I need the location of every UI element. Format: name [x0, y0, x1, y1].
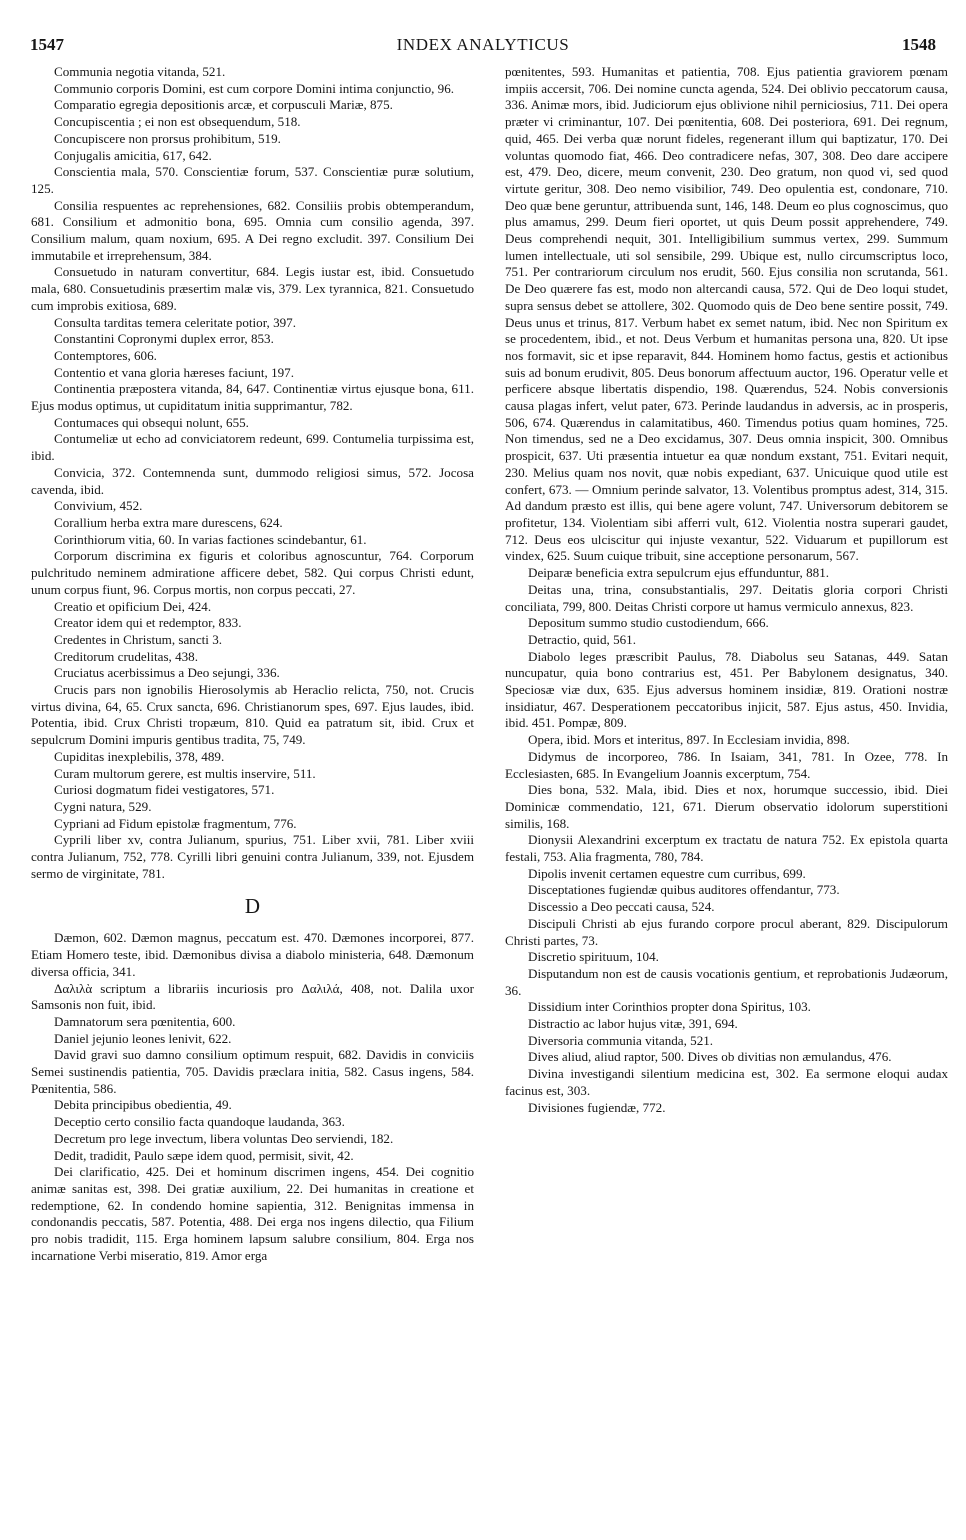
- index-entry: Dei clarificatio, 425. Dei et hominum discrimen ingens, 454. Dei cognitio animæ sanitas est, 398. Dei gratiæ auxilium, 22. Dei humanitas in creatione et redemptione, 62. In condendo homine sapientia, 312. Benignitas immensa in condonandis peccatis, 587. Potentia, 488. Dei erga nos ingens dilectio, qua Filium pro nobis tradidit, 115. Erga hominem lapsum salubre consilium, 804. Erga nos incarnatione Verbi miseratio, 819. Amor erga: [31, 1164, 474, 1263]
- right-column: [505, 64, 948, 1116]
- index-entry: David gravi suo damno consilium optimum respuit, 682. Davidis in conviciis Semei sustinendis patientia, 705. Davidis præclara initia, 582. Casus ingens, 584. Pœnitentia, 586.: [31, 1047, 474, 1096]
- index-entry: Cygni natura, 529.: [54, 798, 152, 814]
- index-entry: Cypriani ad Fidum epistolæ fragmentum, 776.: [54, 815, 297, 831]
- index-entry: Contemptores, 606.: [54, 347, 157, 363]
- index-entry: Dies bona, 532. Mala, ibid. Dies et nox, horumque successio, ibid. Diei Dominicæ commendatio, 121, 671. Dierum observatio idolorum superstitioni similis, 168.: [505, 782, 948, 831]
- index-entry: Consilia respuentes ac reprehensiones, 682. Consiliis probis obtemperandum, 681. Consilium et admonitio bona, 695. Omnia cum consilio agenda, 397. Consilium malum, quam noxium, 695. A Dei regno excludit. 397. Consilium Dei immutabile et irreprehensum, 384.: [31, 197, 474, 263]
- index-entry: Divina investigandi silentium medicina est, 302. Ea sermone eloqui audax facinus est, 303.: [505, 1066, 948, 1098]
- index-entry: Discretio spirituum, 104.: [528, 949, 659, 965]
- index-entry: Decretum pro lege invectum, libera voluntas Deo serviendi, 182.: [54, 1130, 394, 1146]
- index-entry: Deitas una, trina, consubstantialis, 297. Deitatis gloria corpori Christi conciliata, 799, 800. Deitas Christi corpore ut hamus vermiculo annexus, 823.: [505, 581, 948, 614]
- index-entry: Conscientia mala, 570. Conscientiæ forum, 537. Conscientiæ puræ solutium, 125.: [31, 164, 474, 196]
- index-entry: Comparatio egregia depositionis arcæ, et corpusculi Mariæ, 875.: [54, 97, 393, 113]
- index-entry: Creator idem qui et redemptor, 833.: [54, 615, 242, 631]
- index-entry: Crucis pars non ignobilis Hierosolymis ab Heraclio relicta, 750, not. Crucis virtus divina, 64, 65. Crux sancta, 696. Christianorum spes, 697. Ejus laudes, ibid. Potentia, ibid. Crux Christi tropæum, 810. Quid ea patratum sit, ibid. Crux et sepulcrum Domini impuris gentibus tradita, 75, 749.: [31, 682, 474, 748]
- index-entry: Dæmon, 602. Dæmon magnus, peccatum est. 470. Dæmones incorporei, 877. Etiam Homero teste, ibid. Dæmonibus divisa a diabolo ministeria, 648. Dæmonum diversa officia, 341.: [31, 930, 474, 979]
- index-entry: Detractio, quid, 561.: [528, 631, 636, 647]
- index-entry: Deceptio certo consilio facta quandoque laudanda, 363.: [54, 1114, 345, 1130]
- index-entry: Concupiscentia ; ei non est obsequendum, 518.: [54, 114, 301, 130]
- running-title: INDEX ANALYTICUS: [396, 35, 570, 54]
- index-entry: Dedit, tradidit, Paulo sæpe idem quod, permisit, sivit, 42.: [54, 1147, 354, 1163]
- index-entry: Communia negotia vitanda, 521.: [54, 64, 226, 79]
- index-entry: Opera, ibid. Mors et interitus, 897. In Ecclesiam invidia, 898.: [528, 732, 850, 748]
- index-entry: Consulta tarditas temera celeritate potior, 397.: [54, 314, 296, 330]
- index-entry: Convivium, 452.: [54, 498, 143, 514]
- index-entry: Dionysii Alexandrini excerptum ex tractatu de natura 752. Ex epistola quarta festali, 753. Alia fragmenta, 780, 784.: [505, 832, 948, 865]
- index-entry: Curiosi dogmatum fidei vestigatores, 571.: [54, 782, 275, 798]
- index-entry: Conjugalis amicitia, 617, 642.: [54, 147, 212, 163]
- page-number-left: 1547: [30, 35, 64, 54]
- index-entry: Discessio a Deo peccati causa, 524.: [528, 899, 715, 915]
- index-entry: Didymus de incorporeo, 786. In Isaiam, 341, 781. In Ozee, 778. In Ecclesiasten, 685. In Evangelium Joannis excerptum, 754.: [505, 748, 948, 781]
- index-entry: Credentes in Christum, sancti 3.: [54, 631, 223, 647]
- index-entry: Divisiones fugiendæ, 772.: [528, 1099, 666, 1115]
- index-entry: Creditorum crudelitas, 438.: [54, 648, 198, 664]
- index-entry: Damnatorum sera pœnitentia, 600.: [54, 1013, 236, 1029]
- index-entry: Δαλιλὰ scriptum a librariis incuriosis pro Δαλιλά, 408, not. Dalila uxor Samsonis non fuit, ibid.: [31, 980, 474, 1013]
- left-column: [31, 64, 474, 1265]
- index-entry: Disceptationes fugiendæ quibus auditores offendantur, 773.: [528, 882, 840, 898]
- index-entry: Constantini Copronymi duplex error, 853.: [54, 331, 274, 347]
- index-entry: Cruciatus acerbissimus a Deo sejungi, 336.: [54, 665, 280, 681]
- index-entry: Disputandum non est de causis vocationis gentium, et reprobationis Judæorum, 36.: [505, 965, 948, 998]
- index-entry: Contentio et vana gloria hæreses faciunt, 197.: [54, 364, 294, 380]
- index-entry-continued: pœnitentes, 593. Humanitas et patientia, 708. Ejus patientia graviorem pœnam impiis accersit, 706. Dei nomine cuncta agenda, 524. Dei oblivio peccatorum causa, 336. Animæ mors, ibid. Judiciorum ejus oblivione nihil perniciosius, 711. Dei opera præter vi criminantur, 107. Dei pœnitentia, 608. Dei posteriora, 691. Dei regnum, quid, 465. Dei verba quæ norunt fideles, regenerant illum qui baptizatur, 170. Dei voluntas quomodo fiat, 466. Deo contradicere nefas, 307, 308. Deo dare accipere est, 479. Deo, dicere, meum convenit, 230. Deo gratum, non quod vi, sed quod virtute geritur, 308. Deo nemo visibilior, 749. Deo opulentia est, condonare, 710. Deo quæ bene geruntur, attribuenda sunt, 146, 148. Deum eo plus cognoscimus, quo plus amamus, 299. Deum fieri oportet, ut quis Deum possit apprehendere, 749. Deus comprehendi nequit, 301. Intelligibilium summus vertex, 299. Summum lumen intellectuale, uti sol sensibile, 299. Ubique est, nullo circumscriptus loco, 751. Per contrariorum circulum nos erudit, 560. Ejus consilia non scrutanda, 561. De Deo quærere fas est, modo non altercandi causa, 572. Qui de Deo loqui studet, supra sensus debet se attollere, 302. Quomodo quis de Deo bene sentire possit, 749. Deus unus et trinus, 817. Verbum habet ex semet natum, ibid. Nec non Spiritum ex se procedentem, ibid., et not. Deus Verbum et humanitas persona una, 820. Ut ipse nos formavit, sic et ipse reparavit, 844. Hominem homo factus, gestis et actionibus suis ad bonum erudivit, 805. Deus bonorum affectuum auctor, 196. Operatur velle et perficere absque libertatis dispendio, 198. Quærendus, 524. Nobis conversionis causa plagas infert, velut pater, 673. Perinde laudandus in adversis, ac in prosperis, 506, 674. Quærendus in calamitatibus, 460. Timendus potius quam homines, 725. Non timendus, sed ne a Deo excidamus, 307. Deus omnia inspicit, 300. Omnibus prospicit, 637. Uti præsentia intuetur ea quæ nondum exstant, 751. Evitari nequit, 230. Melius quam nos novit, quæ nobis expediant, 637. Unicuique quod utile est confert, 673. — Omnium perinde salvator, 13. Volentibus promptus adest, 314, 315. Ad dandum præsto est illis, qui bene agere volunt, 747. Universorum debitorem se profitetur, 134. Violentiam sibi afferri vult, 612. Violentia nostra superari gaudet, 712. Deus eos ulciscitur qui injuste vexantur, 522. Viduarum et pupillorum est vindex, 625. Suum cuique tribuit, sine acceptione personarum, 567.: [505, 64, 948, 564]
- index-entry: Dissidium inter Corinthios propter dona Spiritus, 103.: [528, 999, 811, 1015]
- index-entry: Discipuli Christi ab ejus furando corpore procul aberant, 829. Discipulorum Christi partes, 73.: [505, 915, 948, 948]
- index-entry: Distractio ac labor hujus vitæ, 391, 694.: [528, 1016, 738, 1032]
- index-entry: Consuetudo in naturam convertitur, 684. Legis iustar est, ibid. Consuetudo mala, 680. Consuetudinis præsertim malæ vis, 379. Lex tyrannica, 821. Consuetudo cum improbis exitiosa, 689.: [31, 264, 474, 313]
- index-entry: Convicia, 372. Contemnenda sunt, dummodo religiosi simus, 572. Jocosa cavenda, ibid.: [31, 464, 474, 497]
- index-entry: Corinthiorum vitia, 60. In varias factiones scindebantur, 61.: [54, 531, 367, 547]
- index-entry: Deiparæ beneficia extra sepulcrum ejus effunduntur, 881.: [528, 565, 830, 581]
- index-entry: Corallium herba extra mare durescens, 624.: [54, 514, 283, 530]
- index-entry: Continentia præpostera vitanda, 84, 647. Continentiæ virtus ejusque bona, 611. Ejus modus optimus, ut cupiditatum initia supprimantur, 782.: [31, 381, 474, 414]
- index-entry: Cyprili liber xv, contra Julianum, spurius, 751. Liber xvii, 781. Liber xviii contra Julianum, 752, 778. Cyrilli libri genuini contra Julianum, 339, not. Ejusdem sermo de virginitate, 781.: [31, 832, 474, 881]
- index-entry: Creatio et opificium Dei, 424.: [54, 598, 212, 614]
- index-entry: Depositum summo studio custodiendum, 666.: [528, 615, 769, 631]
- index-entry: Diversoria communia vitanda, 521.: [528, 1032, 714, 1048]
- index-entry: Diabolo leges præscribit Paulus, 78. Diabolus seu Satanas, 449. Satan nuncupatur, quia bono contrarius est, 451. Per Babylonem designatus, 340. Speciosæ viæ dux, 635. Ejus adversus hominem insidiæ, 819. Orationi nostræ insidiatur, 467. Desperationem peccatoribus injicit, 587. Ejus astus, 450. Invidia, ibid. 451. Pompæ, 809.: [505, 648, 948, 731]
- index-entry: Daniel jejunio leones lenivit, 622.: [54, 1030, 232, 1046]
- index-entry: Cupiditas inexplebilis, 378, 489.: [54, 748, 225, 764]
- page-number-right: 1548: [902, 35, 936, 54]
- index-entry: Communio corporis Domini, est cum corpore Domini intima conjunctio, 96.: [54, 80, 455, 96]
- index-entry: Dipolis invenit certamen equestre cum curribus, 699.: [528, 865, 806, 881]
- index-entry: Corporum discrimina ex figuris et coloribus agnoscuntur, 764. Corporum pulchritudo neminem admiratione afficere debet, 582. Qui corpus Christi edunt, unum corpus fiunt, 96. Corpus mortis, non corpus peccati, 27.: [31, 548, 474, 597]
- index-entry: Concupiscere non prorsus prohibitum, 519.: [54, 130, 281, 146]
- index-entry: Curam multorum gerere, est multis inservire, 511.: [54, 765, 316, 781]
- index-entry: Dives aliud, aliud raptor, 500. Dives ob divitias non æmulandus, 476.: [528, 1049, 892, 1065]
- index-entry: Contumeliæ ut echo ad conviciatorem redeunt, 699. Contumelia turpissima est, ibid.: [31, 431, 474, 464]
- index-entry: Debita principibus obedientia, 49.: [54, 1097, 232, 1113]
- index-entry: Contumaces qui obsequi nolunt, 655.: [54, 414, 249, 430]
- section-letter: D: [244, 894, 261, 919]
